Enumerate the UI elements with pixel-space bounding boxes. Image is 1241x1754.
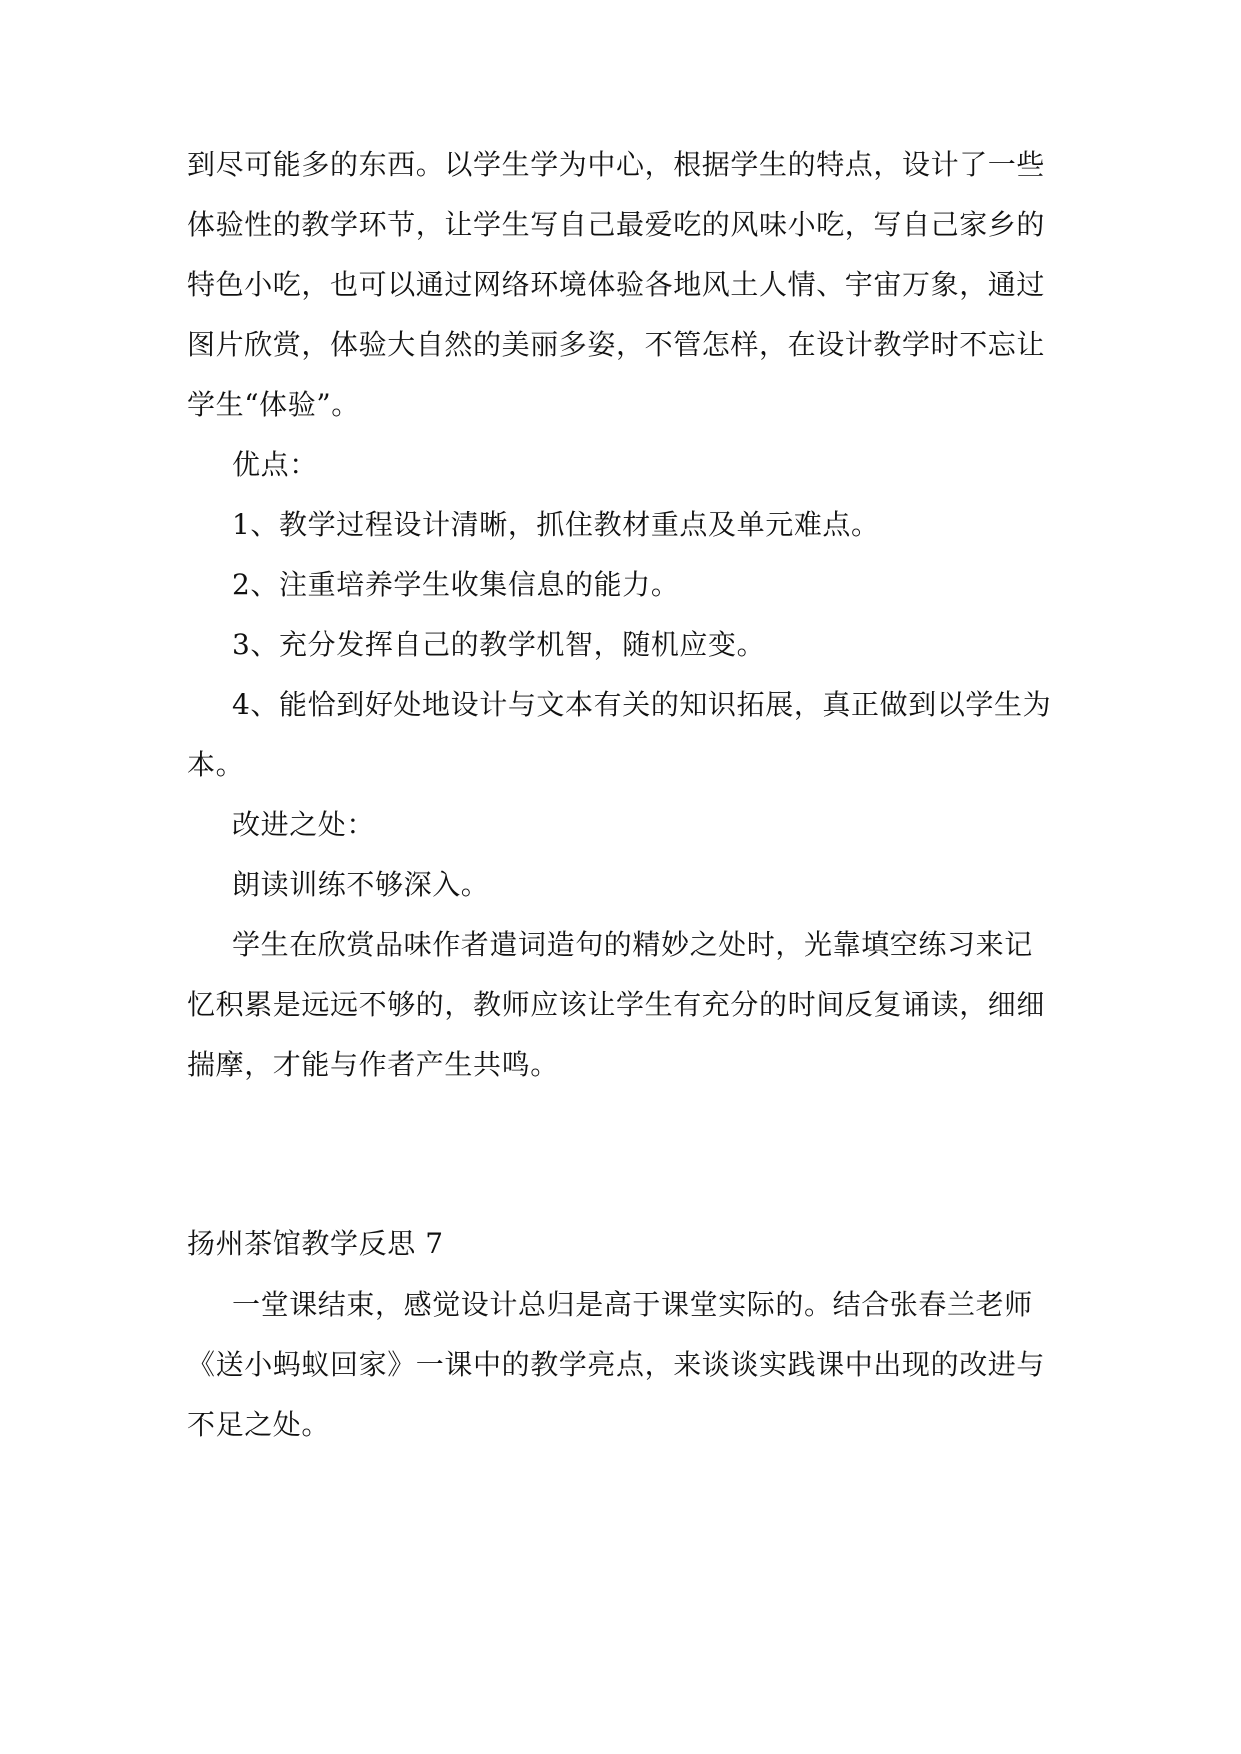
paragraph-line: 体验性的教学环节，让学生写自己最爱吃的风味小吃，写自己家乡的 xyxy=(187,208,1046,241)
paragraph-line: 不足之处。 xyxy=(187,1408,331,1441)
improvement-item-1: 朗读训练不够深入。 xyxy=(232,868,490,901)
improvement-paragraph-line: 学生在欣赏品味作者遣词造句的精妙之处时，光靠填空练习来记 xyxy=(232,928,1033,961)
improvement-paragraph-line: 忆积累是远远不够的，教师应该让学生有充分的时间反复诵读，细细 xyxy=(187,988,1046,1021)
advantage-item-2: 2、注重培养学生收集信息的能力。 xyxy=(232,568,680,601)
paragraph-line: 特色小吃，也可以通过网络环境体验各地风土人情、宇宙万象，通过 xyxy=(187,268,1046,301)
paragraph-line: 到尽可能多的东西。以学生学为中心，根据学生的特点，设计了一些 xyxy=(187,148,1046,181)
paragraph-line: 《送小蚂蚁回家》一课中的教学亮点，来谈谈实践课中出现的改进与 xyxy=(187,1348,1046,1381)
paragraph-line: 图片欣赏，体验大自然的美丽多姿，不管怎样，在设计教学时不忘让 xyxy=(187,328,1046,361)
section-title: 扬州茶馆教学反思 7 xyxy=(187,1227,444,1260)
advantage-item-4: 4、能恰到好处地设计与文本有关的知识拓展，真正做到以学生为 xyxy=(232,688,1052,721)
advantage-item-1: 1、教学过程设计清晰，抓住教材重点及单元难点。 xyxy=(232,508,880,541)
advantage-item-4-cont: 本。 xyxy=(187,748,245,781)
paragraph-line: 一堂课结束，感觉设计总归是高于课堂实际的。结合张春兰老师 xyxy=(232,1288,1033,1321)
paragraph-line: 学生“体验”。 xyxy=(187,388,360,421)
advantage-item-3: 3、充分发挥自己的教学机智，随机应变。 xyxy=(232,628,766,661)
improvement-paragraph-line: 揣摩，才能与作者产生共鸣。 xyxy=(187,1048,559,1081)
improvements-heading: 改进之处： xyxy=(232,808,376,841)
advantages-heading: 优点： xyxy=(232,448,318,481)
